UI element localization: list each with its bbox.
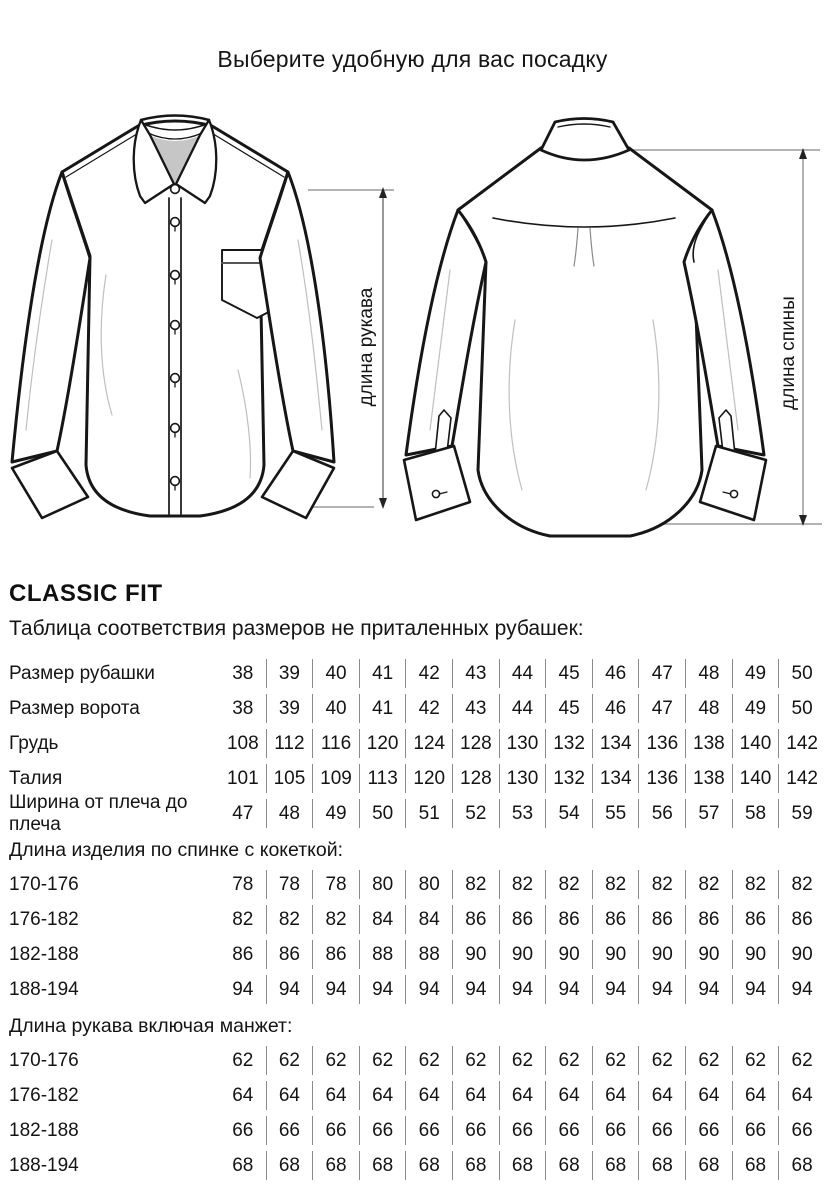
size-cell: 50 <box>778 659 825 688</box>
size-cell: 86 <box>592 905 639 934</box>
size-cell: 105 <box>266 764 313 793</box>
size-cell: 66 <box>452 1116 499 1145</box>
size-cell: 124 <box>405 729 452 758</box>
size-cell: 138 <box>685 764 732 793</box>
size-cell: 82 <box>778 870 825 899</box>
size-cell: 68 <box>545 1151 592 1180</box>
size-cell: 90 <box>499 940 546 969</box>
row-label: Ширина от плеча до плеча <box>9 791 188 835</box>
size-cell: 58 <box>732 799 779 828</box>
back-right-cuff <box>700 446 766 520</box>
size-cell: 64 <box>685 1081 732 1110</box>
page-title: Выберите удобную для вас посадку <box>217 46 608 72</box>
size-cell: 64 <box>312 1081 359 1110</box>
size-cell: 80 <box>359 870 406 899</box>
size-cell: 49 <box>312 799 359 828</box>
size-cell: 64 <box>359 1081 406 1110</box>
size-cell: 80 <box>405 870 452 899</box>
table-row <box>9 691 825 726</box>
size-cell: 43 <box>452 694 499 723</box>
row-label: 170-176 <box>9 1049 79 1071</box>
size-cell: 94 <box>266 975 313 1004</box>
size-cell: 84 <box>405 905 452 934</box>
size-cell: 48 <box>685 659 732 688</box>
size-cell: 50 <box>359 799 406 828</box>
size-cell: 66 <box>359 1116 406 1145</box>
collar-button <box>171 185 180 194</box>
size-cell: 86 <box>778 905 825 934</box>
size-cell: 47 <box>638 659 685 688</box>
size-cell: 94 <box>638 975 685 1004</box>
table-row <box>9 1113 825 1148</box>
size-cell: 62 <box>778 1046 825 1075</box>
size-cell: 68 <box>359 1151 406 1180</box>
size-cell: 82 <box>452 870 499 899</box>
size-cell: 66 <box>266 1116 313 1145</box>
table-row <box>9 791 825 835</box>
shirt-line-art <box>0 110 825 558</box>
row-label: 176-182 <box>9 1084 79 1106</box>
size-cell: 66 <box>232 1120 254 1141</box>
size-cell: 94 <box>232 979 254 1000</box>
size-cell: 59 <box>778 799 825 828</box>
size-cell: 48 <box>685 694 732 723</box>
size-cell: 50 <box>778 694 825 723</box>
size-cell: 82 <box>232 909 254 930</box>
size-cell: 94 <box>545 975 592 1004</box>
size-cell: 47 <box>232 803 254 824</box>
size-cell: 43 <box>452 659 499 688</box>
size-cell: 66 <box>405 1116 452 1145</box>
size-cell: 56 <box>638 799 685 828</box>
back-collar <box>541 119 629 161</box>
size-cell: 66 <box>778 1116 825 1145</box>
size-cell: 138 <box>685 729 732 758</box>
size-cell: 62 <box>359 1046 406 1075</box>
row-label: 182-188 <box>9 1119 79 1141</box>
size-cell: 132 <box>545 764 592 793</box>
size-cell: 64 <box>638 1081 685 1110</box>
size-cell: 52 <box>452 799 499 828</box>
size-cell: 142 <box>778 729 825 758</box>
size-cell: 82 <box>545 870 592 899</box>
size-cell: 64 <box>778 1081 825 1110</box>
size-cell: 94 <box>405 975 452 1004</box>
size-cell: 68 <box>312 1151 359 1180</box>
size-cell: 44 <box>499 694 546 723</box>
sleeve-length-label: длина рукава <box>356 287 377 407</box>
size-cell: 116 <box>312 729 359 758</box>
table-row <box>9 937 825 972</box>
size-cell: 90 <box>685 940 732 969</box>
table-row <box>9 867 825 902</box>
size-cell: 82 <box>732 870 779 899</box>
size-cell: 39 <box>266 659 313 688</box>
size-cell: 62 <box>592 1046 639 1075</box>
size-cell: 128 <box>452 764 499 793</box>
table-row <box>9 902 825 937</box>
size-cell: 62 <box>232 1050 254 1071</box>
row-label: 182-188 <box>9 943 79 965</box>
size-cell: 68 <box>405 1151 452 1180</box>
size-cell: 94 <box>499 975 546 1004</box>
size-cell: 94 <box>359 975 406 1004</box>
size-cell: 78 <box>266 870 313 899</box>
size-cell: 113 <box>359 764 406 793</box>
size-cell: 64 <box>732 1081 779 1110</box>
row-label: 176-182 <box>9 908 79 930</box>
size-cell: 62 <box>638 1046 685 1075</box>
size-cell: 66 <box>545 1116 592 1145</box>
shirt-diagram <box>0 110 825 558</box>
size-cell: 62 <box>685 1046 732 1075</box>
row-label: 170-176 <box>9 873 79 895</box>
size-cell: 78 <box>312 870 359 899</box>
size-cell: 66 <box>592 1116 639 1145</box>
size-cell: 90 <box>638 940 685 969</box>
size-cell: 86 <box>266 940 313 969</box>
size-cell: 140 <box>732 729 779 758</box>
shirt-front-drawing <box>12 116 334 519</box>
size-cell: 86 <box>499 905 546 934</box>
table-row <box>9 1148 825 1183</box>
back-left-cuff <box>404 446 470 520</box>
table-section-heading: Длина рукава включая манжет: <box>9 1015 293 1037</box>
size-cell: 94 <box>778 975 825 1004</box>
size-cell: 68 <box>452 1151 499 1180</box>
size-cell: 57 <box>685 799 732 828</box>
size-cell: 62 <box>545 1046 592 1075</box>
size-cell: 84 <box>359 905 406 934</box>
size-cell: 94 <box>732 975 779 1004</box>
size-cell: 64 <box>592 1081 639 1110</box>
size-cell: 94 <box>685 975 732 1004</box>
size-cell: 68 <box>778 1151 825 1180</box>
table-row <box>9 972 825 1007</box>
size-cell: 41 <box>359 659 406 688</box>
size-cell: 53 <box>499 799 546 828</box>
size-cell: 51 <box>405 799 452 828</box>
size-cell: 128 <box>452 729 499 758</box>
size-cell: 82 <box>312 905 359 934</box>
size-cell: 49 <box>732 694 779 723</box>
row-label: Размер ворота <box>9 697 140 719</box>
table-row <box>9 726 825 761</box>
size-cell: 86 <box>312 940 359 969</box>
fit-heading: CLASSIC FIT <box>9 580 163 607</box>
size-cell: 66 <box>499 1116 546 1145</box>
size-cell: 62 <box>405 1046 452 1075</box>
table-row <box>9 1043 825 1078</box>
size-cell: 44 <box>499 659 546 688</box>
size-cell: 90 <box>545 940 592 969</box>
size-cell: 86 <box>638 905 685 934</box>
size-cell: 134 <box>592 764 639 793</box>
size-cell: 40 <box>312 694 359 723</box>
size-cell: 66 <box>312 1116 359 1145</box>
size-cell: 142 <box>778 764 825 793</box>
size-cell: 46 <box>592 659 639 688</box>
size-cell: 86 <box>232 944 254 965</box>
back-torso <box>458 142 712 536</box>
size-cell: 41 <box>359 694 406 723</box>
size-cell: 66 <box>638 1116 685 1145</box>
front-left-cuff <box>12 451 88 518</box>
size-cell: 94 <box>592 975 639 1004</box>
size-cell: 64 <box>545 1081 592 1110</box>
size-cell: 82 <box>592 870 639 899</box>
size-table <box>9 656 825 1183</box>
size-cell: 64 <box>266 1081 313 1110</box>
size-cell: 68 <box>266 1151 313 1180</box>
size-cell: 64 <box>405 1081 452 1110</box>
size-cell: 88 <box>405 940 452 969</box>
size-cell: 54 <box>545 799 592 828</box>
size-cell: 120 <box>405 764 452 793</box>
row-label: 188-194 <box>9 1154 79 1176</box>
size-cell: 136 <box>638 729 685 758</box>
size-cell: 39 <box>266 694 313 723</box>
size-cell: 68 <box>232 1155 254 1176</box>
size-cell: 90 <box>592 940 639 969</box>
size-cell: 130 <box>499 764 546 793</box>
fit-subtitle: Таблица соответствия размеров не приталенных рубашек: <box>9 617 584 640</box>
size-cell: 38 <box>232 698 254 719</box>
size-cell: 78 <box>232 874 254 895</box>
size-cell: 64 <box>499 1081 546 1110</box>
size-cell: 112 <box>266 729 313 758</box>
size-cell: 62 <box>499 1046 546 1075</box>
size-cell: 42 <box>405 659 452 688</box>
size-cell: 64 <box>452 1081 499 1110</box>
table-row <box>9 656 825 691</box>
size-cell: 94 <box>312 975 359 1004</box>
size-cell: 46 <box>592 694 639 723</box>
size-cell: 132 <box>545 729 592 758</box>
size-cell: 68 <box>685 1151 732 1180</box>
size-cell: 94 <box>452 975 499 1004</box>
size-cell: 49 <box>732 659 779 688</box>
size-cell: 130 <box>499 729 546 758</box>
size-cell: 140 <box>732 764 779 793</box>
size-cell: 47 <box>638 694 685 723</box>
size-cell: 109 <box>312 764 359 793</box>
size-cell: 86 <box>732 905 779 934</box>
size-cell: 90 <box>778 940 825 969</box>
size-cell: 136 <box>638 764 685 793</box>
size-cell: 66 <box>732 1116 779 1145</box>
row-label: Грудь <box>9 732 59 754</box>
size-cell: 120 <box>359 729 406 758</box>
shirt-back-drawing <box>404 119 766 537</box>
size-cell: 86 <box>545 905 592 934</box>
size-cell: 45 <box>545 659 592 688</box>
size-cell: 38 <box>232 663 254 684</box>
size-cell: 68 <box>638 1151 685 1180</box>
size-cell: 62 <box>452 1046 499 1075</box>
size-cell: 68 <box>732 1151 779 1180</box>
back-length-label: длина спины <box>778 296 799 410</box>
front-right-cuff <box>262 451 334 518</box>
size-cell: 82 <box>499 870 546 899</box>
size-cell: 68 <box>592 1151 639 1180</box>
size-cell: 90 <box>732 940 779 969</box>
size-cell: 48 <box>266 799 313 828</box>
size-cell: 66 <box>685 1116 732 1145</box>
size-cell: 62 <box>266 1046 313 1075</box>
size-cell: 134 <box>592 729 639 758</box>
size-cell: 86 <box>452 905 499 934</box>
size-cell: 90 <box>452 940 499 969</box>
table-section-heading: Длина изделия по спинке с кокеткой: <box>9 839 344 861</box>
size-cell: 82 <box>638 870 685 899</box>
row-label: Размер рубашки <box>9 662 155 684</box>
size-cell: 62 <box>312 1046 359 1075</box>
size-cell: 40 <box>312 659 359 688</box>
size-cell: 86 <box>685 905 732 934</box>
size-cell: 64 <box>232 1085 254 1106</box>
row-label: 188-194 <box>9 978 79 1000</box>
size-cell: 55 <box>592 799 639 828</box>
size-cell: 101 <box>226 768 259 789</box>
size-cell: 45 <box>545 694 592 723</box>
size-cell: 82 <box>685 870 732 899</box>
size-cell: 68 <box>499 1151 546 1180</box>
size-cell: 108 <box>226 733 259 754</box>
size-cell: 82 <box>266 905 313 934</box>
size-cell: 42 <box>405 694 452 723</box>
size-cell: 62 <box>732 1046 779 1075</box>
row-label: Талия <box>9 767 63 789</box>
table-row <box>9 1078 825 1113</box>
size-cell: 88 <box>359 940 406 969</box>
